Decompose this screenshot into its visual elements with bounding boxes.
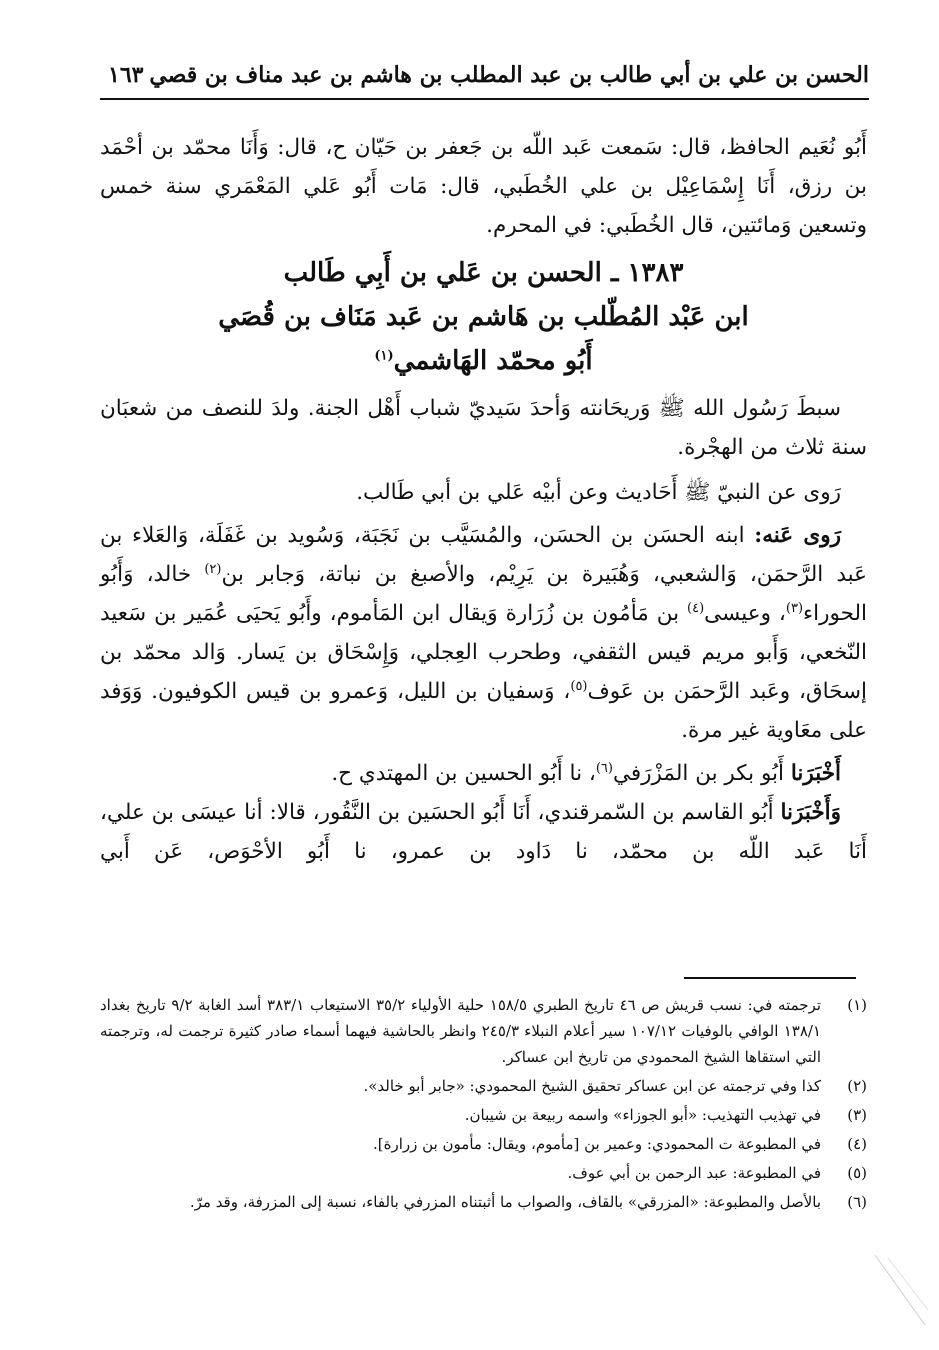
footnote-2-text: كذا وفي ترجمته عن ابن عساكر تحقيق الشيخ المحمودي: «جابر أبو خالد». <box>363 1077 821 1095</box>
isnad-label-2: وَأَخْبَرَنا <box>780 800 841 825</box>
isnad-text-1: أَبُو بكر بن المَزْرَفي <box>612 761 791 786</box>
footnote-separator <box>684 977 856 979</box>
footnote-1-line-3: فيهما أسماء صادر كثيرة ترجمت له، وترجمته التي استقاها الشيخ المحمودي من تاريخ ابن عساكر. <box>100 1022 821 1066</box>
footnote-2 <box>100 1073 867 1099</box>
footnotes <box>100 992 867 1215</box>
footnote-6 <box>100 1189 867 1215</box>
narrators-label: رَوى عَنه: <box>754 523 841 548</box>
footnote-1 <box>100 992 867 1070</box>
footnote-4-text: في المطبوعة ت المحمودي: وعمير بن [مأموم، ويقال: مأمون بن زرارة]. <box>373 1135 821 1153</box>
intro-paragraph <box>100 128 867 245</box>
footnote-5-number: (٥) <box>847 1164 867 1182</box>
footnote-1-text <box>100 992 821 1070</box>
footnote-1-line-1: ترجمته في: نسب قريش ص ٤٦ تاريخ الطبري ١٥٨/٥ حلية الأولياء ٣٥/٢ الاستيعاب ٣٨٣/١ أسد <box>236 996 822 1014</box>
footnote-3-number: (٣) <box>847 1106 867 1124</box>
narrators-paragraph <box>100 516 867 750</box>
footnote-6-line-1: بالأصل والمطبوعة: «المزرقي» بالقاف، والصواب ما أثبتناه المزرفي بالفاء، نسبة إلى المزرفة، وقد <box>215 1193 821 1211</box>
page-number: ١٦٣ <box>108 62 144 88</box>
footnote-2-number: (٢) <box>847 1077 867 1095</box>
footnote-ref-5[interactable]: (٥) <box>570 678 588 694</box>
entry-heading <box>100 251 867 383</box>
main-text <box>100 128 867 871</box>
footnote-1-line-2: الغابة ٩/٢ تاريخ بغداد ١٣٨/١ الوافي بالوفيات ١٠٧/١٢ سير أعلام النبلاء ٢٤٥/٣ وانظر بالحاشية <box>100 996 821 1040</box>
footnote-5 <box>100 1160 867 1186</box>
footnote-1-number: (١) <box>847 996 867 1014</box>
entry-heading-line-2: ابن عَبْد المُطّلب بن هَاشم بن عَبد مَنَاف بن قُصَي <box>218 302 749 332</box>
isnad-label-1: أَخْبَرَنا <box>790 761 841 786</box>
footnote-ref-2[interactable]: (٢) <box>204 561 222 577</box>
isnad-paragraph-2 <box>100 793 867 871</box>
isnad-text-2: أَبُو القاسم بن السّمرقندي، أَنَا أَبُو الحسَين بن النَّقُور، قالا: أنا عيسَى بن علي، أَنَا عَبد اللّه بن محمّد، نا دَاود بن عمرو، نا أَبُو الأحْوَص، عَن أَبي <box>100 800 867 864</box>
running-head <box>100 58 869 100</box>
footnote-4-number: (٤) <box>847 1135 867 1153</box>
bio-line-1: سبطَ رَسُول الله ﷺ وَريحَانته وَأحدَ سَيديّ شباب أَهْل الجنة. ولدَ للنصف من <box>165 396 841 421</box>
narrators-text-5: ، وَسفيان بن الليل، وَعمرو بن قيس الكوفيون. وَوَفد على معَاوية غير مرة. <box>100 679 867 743</box>
footnote-6-line-2: مرّ. <box>189 1193 211 1211</box>
footnote-3-text: في تهذيب التهذيب: «أبو الجوزاء» واسمه ربيعة بن شيبان. <box>464 1106 821 1124</box>
intro-line-2: أحْمَد بن رزق، أَنَا إِسْمَاعِيْل بن علي الخُطَبي، قال: مَات أَبُو عَلي المَعْمَري سنة خمس <box>100 135 867 199</box>
footnote-4 <box>100 1131 867 1157</box>
footnote-3 <box>100 1102 867 1128</box>
running-head-title: الحسن بن علي بن أبي طالب بن عبد المطلب بن هاشم بن عبد مناف بن قصي <box>149 62 869 88</box>
footnote-6-number: (٦) <box>847 1193 867 1211</box>
intro-line-1: أَبُو نُعَيم الحافظ، قال: سَمعت عَبد اللّه بن جَعفر بن حَيّان ح، قال: وَأَنَا محمّد بن <box>151 135 867 160</box>
footnote-5-text: في المطبوعة: عبد الرحمن بن أبي عوف. <box>567 1164 821 1182</box>
isnad-paragraph-1 <box>100 754 867 793</box>
paper-crease-mark <box>870 1250 930 1330</box>
footnote-ref-1[interactable]: (١) <box>374 348 394 364</box>
intro-line-3: وتسعين وَمائتين، قال الخُطَبي: في المحرم. <box>486 213 867 238</box>
narrators-text-2: خالد، وَأَبُو الحوراء <box>100 562 867 626</box>
narrators-text-1: ابنه الحسَن بن الحسَن، والمُسَيَّب بن نَجَبَة، وَسُويد بن غَفَلَة، وَالعَلاء بن عَبد الرَّحمَن، وَالشعبي، وَهُبَيرة بن يَرِيْم، والأصبغ بن نباتة، وَجابر بن <box>100 523 867 587</box>
bio-paragraph-1 <box>100 389 867 467</box>
footnote-ref-6[interactable]: (٦) <box>595 760 613 776</box>
bio-line-2: شعبَان سنة ثلاث من الهجْرة. <box>100 396 867 460</box>
bio-paragraph-2: رَوى عن النبيّ ﷺ أَحَاديث وعن أبيْه عَلي بن أبي طَالب. <box>356 480 841 505</box>
narrators-text-3: ، وعيسى <box>704 601 786 626</box>
entry-heading-line-1: ١٣٨٣ ـ الحسن بن عَلي بن أَبِي طَالب <box>283 258 684 288</box>
isnad-text-1b: ، نا أَبُو الحسين بن المهتدي ح. <box>331 761 596 786</box>
footnote-6-text <box>100 1189 821 1215</box>
footnote-ref-4[interactable]: (٤) <box>687 600 705 616</box>
narrators-text-4: بن مَأمُون بن زُرَارة وَيقال ابن المَأموم، وأَبُو يَحيَى عُمَير بن سَعيد النّخعي، وَأَبو مريم قيس الثقفي، وطحرب العِجلي، وَإِسْحَاق بن يَسار. وَالد محمّد بن إسحَاق، وعَبد الرَّحمَن بن عَوف <box>100 601 868 704</box>
footnote-ref-3[interactable]: (٣) <box>785 600 804 616</box>
entry-heading-line-3 <box>100 339 867 383</box>
entry-kunya: أَبُو محمّد الهَاشمي <box>393 346 593 376</box>
